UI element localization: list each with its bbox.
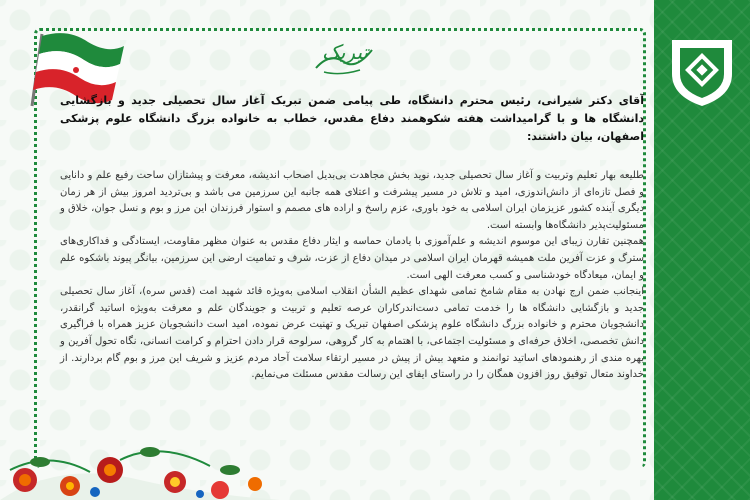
side-band <box>654 0 750 500</box>
article-content <box>60 92 644 384</box>
university-logo-icon <box>662 30 742 110</box>
article-paragraph: اینجانب ضمن ارج نهادن به مقام شامخ تمامی شهدای عظیم الشأن انقلاب اسلامی به‌ویژه قائد شهید امت (قدس سره)، آغاز سال تحصیلی جدید و بازگشایی دانشگاه ها را خدمت تمامی دست‌اندرکاران عرصه تعلیم و تربیت و جویندگان علم و معرفت به‌ویژه اساتید گرانقدر، دانشجویان محترم و خانواده بزرگ دانشگاه علوم پزشکی اصفهان تبریک و تهنیت عرض نموده، امید است دانشجویان عزیز همراه با فراگیری دانش تخصصی، اخلاق حرفه‌ای و مسئولیت اجتماعی، با اهتمام به کار گروهی، سرلوحه قرار دادن احترام و کرامت انسانی، نگاه تحول آفرین و بهره مندی از رهنمودهای اساتید توانمند و متعهد بیش از پیش در مسیر ارتقاء سلامت آحاد مردم عزیز و شریف این مرز و بوم گام بردارند. از خداوند متعال توفیق روز افزون همگان را در راستای ایفای این رسالت مقدس مسئلت می‌نمایم. <box>60 286 644 381</box>
article-paragraph: همچنین تقارن زیبای این موسوم اندیشه و علم‌آموزی با یادمان حماسه و ایثار دفاع مقدس به عنوان مظهر مقاومت، ایستادگی و فداکاری‌های سترگ و عزت آفرین ملت همیشه قهرمان ایران اسلامی در میدان دفاع از عزت، شرف و تمامیت ارضی این سرزمین، بیانگر پیوند باشکوه علم و ایمان، میعادگاه خودشناسی و کسب معرفت الهی است. <box>60 236 644 281</box>
article-paragraph: طلیعه بهار تعلیم وتربیت و آغاز سال تحصیلی جدید، نوید بخش مجاهدت بی‌بدیل اصحاب اندیشه، معرفت و پیشتازان ساحت رفیع علم و دانایی و فصل تازه‌ای از دانش‌اندوزی، امید و تلاش در مسیر پیشرفت و اعتلای همه جانبه این سرزمین می باشد و بی‌تردید امروز بیش از هر زمان دیگری آینده کشور عزیزمان ایران اسلامی به خود باوری، عزم راسخ و اراده های مصمم و استوار فرزندان این مرز و بوم و نسل جوان، خلاق و مسئولیت‌پذیر دانشگاه‌ها وابسته است. <box>60 170 644 231</box>
flower-decoration-icon <box>0 400 280 500</box>
heading-calligraphy <box>310 40 380 80</box>
article-body <box>60 168 644 384</box>
article-intro: آقای دکتر شیرانی، رئیس محترم دانشگاه، طی پیامی ضمن تبریک آغاز سال تحصیلی جدید و بازگشایی دانشگاه ها و با گرامیداشت هفته شکوهمند دفاع مقدس، خطاب به خانواده بزرگ دانشگاه علوم پزشکی اصفهان، بیان داشتند: <box>60 94 644 143</box>
heading-text: تبریک <box>321 40 369 64</box>
